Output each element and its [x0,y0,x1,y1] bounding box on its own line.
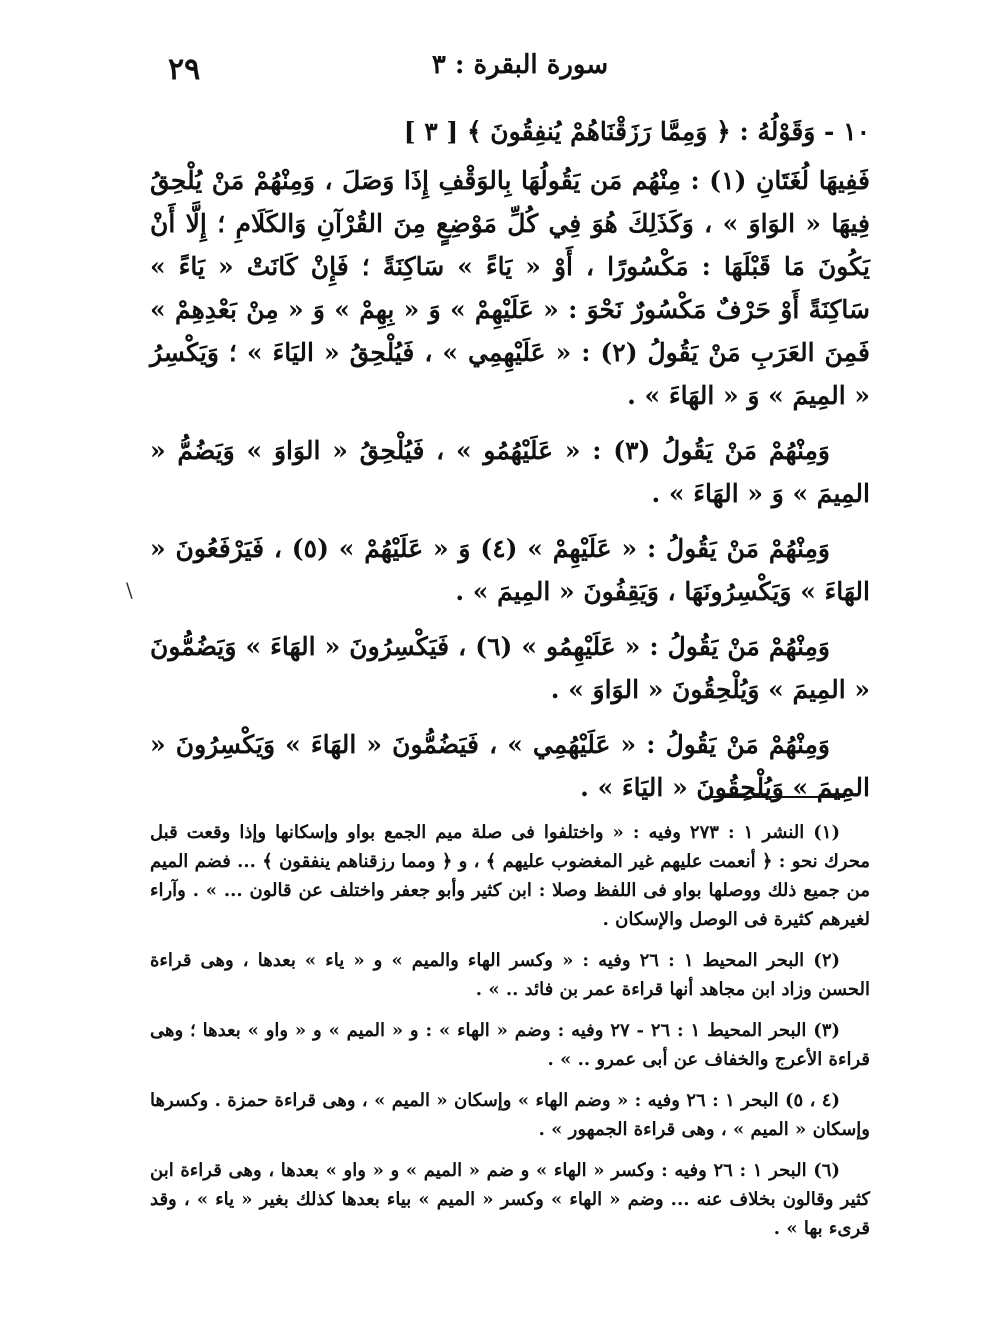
footnote: (٣) البحر المحيط ١ : ٢٦ - ٢٧ وفيه : وضم « الهاء » : و « الميم » و « واو » بعدها ؛ وهى قراءة الأعرج والخفاف عن أبى عمرو .. » . [150,1020,870,1070]
page-number: ٢٩ [168,52,201,87]
main-text [150,110,870,821]
running-title: سورة البقرة : ٣ [431,50,609,80]
footnotes [150,818,870,1255]
body-paragraph: وَمِنْهُمْ مَنْ يَقُولُ (٣) : « عَلَيْهُمُو » ، فَيُلْحِقُ « الوَاوَ » وَيَضُمُّ « المِيمَ » وَ « الهَاءَ » . [150,436,870,508]
footnote: (٤ ، ٥) البحر ١ : ٢٦ وفيه : « وضم الهاء » وإسكان « الميم » ، وهى قراءة حمزة . وكسرها وإسكان « الميم » ، وهى قراءة الجمهور » . [150,1090,870,1140]
page-header [140,44,900,94]
body-paragraph: فَفِيهَا لُغَتَانِ (١) : مِنْهُم مَن يَقُولُهَا بِالوَقْفِ إِذَا وَصَلَ ، وَمِنْهُمْ مَنْ يُلْحِقُ فِيهَا « الوَاوَ » ، وَكَذَلِكَ هُوَ فِي كُلِّ مَوْضِعٍ مِنَ القُرْآنِ وَالكَلَامِ ؛ إِلَّا أَنْ يَكُونَ مَا قَبْلَهَا : مَكْسُورًا ، أَوْ « يَاءً » سَاكِنَةً ؛ فَإِنْ كَانَتْ « يَاءً » سَاكِنَةً أَوْ حَرْفٌ مَكْسُورٌ نَحْوَ : « عَلَيْهِمْ » وَ « بِهِمْ » وَ « مِنْ بَعْدِهِمْ » فَمِنَ العَرَبِ مَنْ يَقُولُ (٢) : « عَلَيْهِمِي » ، فَيُلْحِقُ « اليَاءَ » ؛ وَيَكْسِرُ « المِيمَ » وَ « الهَاءَ » . [150,166,870,410]
footnote: (٢) البحر المحيط ١ : ٢٦ وفيه : « وكسر الهاء والميم » و « ياء » بعدها ، وهى قراءة الحسن وزاد ابن مجاهد أنها قراءة عمر بن فائد .. » . [150,950,870,1000]
footnote-separator [705,796,845,798]
body-paragraph: وَمِنْهُمْ مَنْ يَقُولُ : « عَلَيْهُمِي » ، فَيَضُمُّونَ « الهَاءَ » وَيَكْسِرُونَ « المِيمَ » وَيُلْحِقُونَ « اليَاءَ » . [150,730,870,802]
body-paragraph: وَمِنْهُمْ مَنْ يَقُولُ : « عَلَيْهِمْ » (٤) وَ « عَلَيْهُمْ » (٥) ، فَيَرْفَعُونَ « الهَاءَ » وَيَكْسِرُونَهَا ، وَيَقِفُونَ « المِيمَ » . [150,534,870,606]
body-paragraph: وَمِنْهُمْ مَنْ يَقُولُ : « عَلَيْهِمُو » (٦) ، فَيَكْسِرُونَ « الهَاءَ » وَيَضُمُّونَ « المِيمَ » وَيُلْحِقُونَ « الوَاوَ » . [150,632,870,704]
margin-mark: \ [126,578,133,602]
footnote: (١) النشر ١ : ٢٧٣ وفيه : « واختلفوا فى صلة ميم الجمع بواو وإسكانها وإذا وقعت قبل محرك نحو : ﴿ أنعمت عليهم غير المغضوب عليهم ﴾ ، و ﴿ ومما رزقناهم ينفقون ﴾ ... فضم الميم من جميع ذلك ووصلها بواو فى اللفظ وصلا : ابن كثير وأبو جعفر واختلف عن قالون ... » . وآراء لغيرهم كثيرة فى الوصل والإسكان . [150,822,870,930]
entry-heading: ١٠ - وَقَوْلُهُ : ﴿ وَمِمَّا رَزَقْنَاهُمْ يُنفِقُونَ ﴾ [ ٣ ] [403,117,870,146]
footnote: (٦) البحر ١ : ٢٦ وفيه : وكسر « الهاء » و ضم « الميم » و « واو » بعدها ، وهى قراءة ابن كثير وقالون بخلاف عنه ... وضم « الهاء » وكسر « الميم » بياء بعدها كذلك بغير « ياء » ، وقد قرىء بها » . [150,1160,870,1239]
